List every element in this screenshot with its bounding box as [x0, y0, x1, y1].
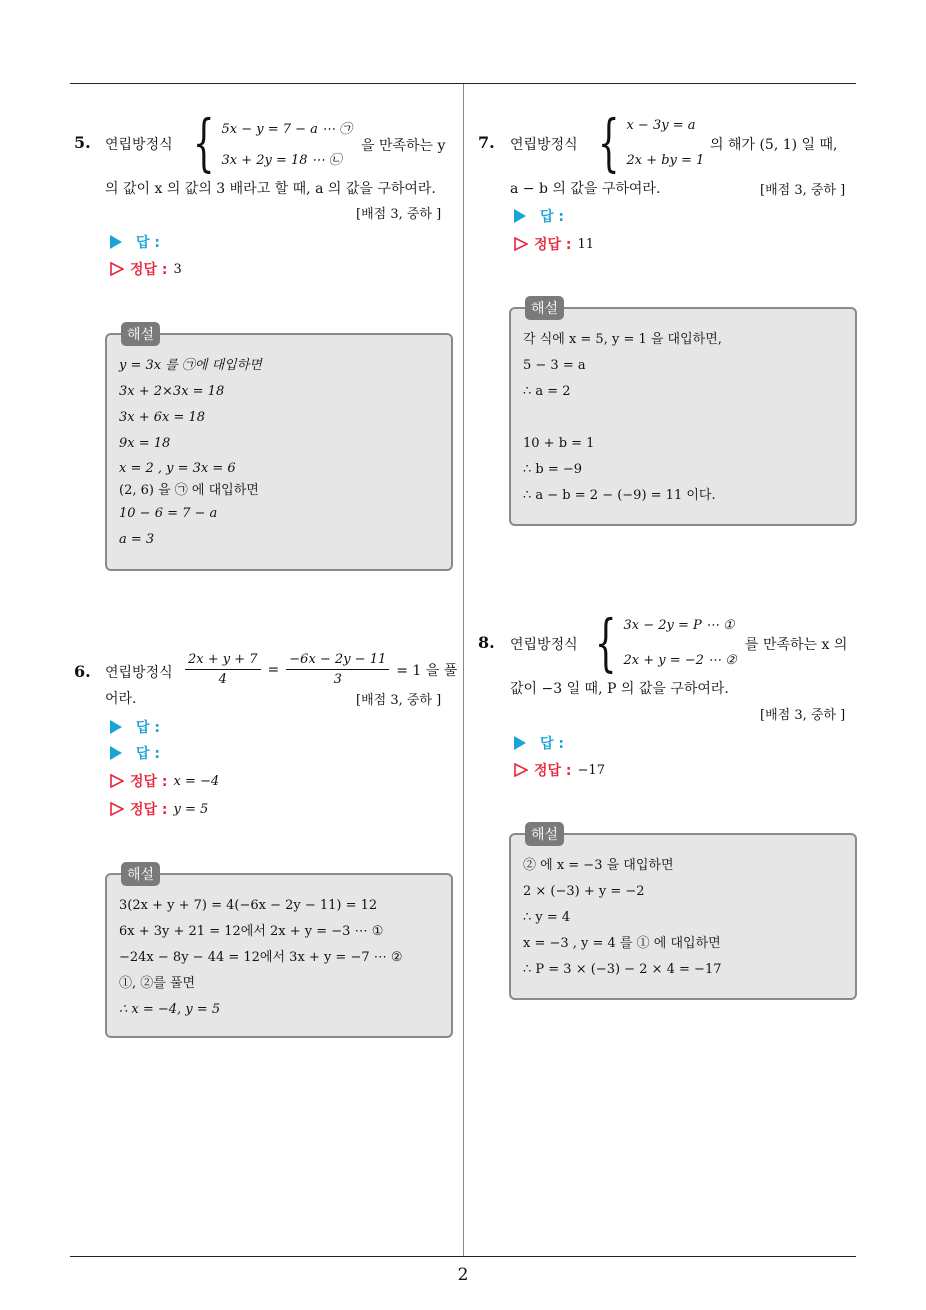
fraction-1-denominator: 4 — [218, 672, 227, 687]
correct-label: 정답 : — [534, 237, 572, 253]
answer-line — [110, 717, 160, 737]
explanation-line: (2, 6) 을 ㉠ 에 대입하면 — [119, 483, 259, 498]
answer-label: 답 : — [136, 720, 160, 736]
explanation-line: a = 3 — [119, 532, 155, 547]
outline-triangle-icon — [514, 237, 528, 251]
explanation-line: 10 − 6 = 7 − a — [119, 506, 218, 521]
explanation-box — [509, 827, 857, 1000]
question-text-line2: a − b 의 값을 구하여라. — [510, 181, 661, 197]
explanation-line: 3x + 6x = 18 — [119, 410, 206, 425]
fraction-2-denominator: 3 — [333, 672, 342, 687]
question-text: 를 만족하는 x 의 — [745, 637, 848, 653]
explanation-line: 6x + 3y + 21 = 12에서 2x + y = −3 ⋯ ① — [119, 924, 384, 939]
correct-label: 정답 : — [130, 262, 168, 278]
page-number: 2 — [457, 1265, 469, 1285]
correct-answer-line — [110, 259, 182, 279]
explanation-line: ∴ a − b = 2 − (−9) = 11 이다. — [523, 488, 716, 503]
equation-2: 2x + by = 1 — [626, 153, 705, 168]
answer-label: 답 : — [540, 736, 564, 752]
play-triangle-icon — [110, 720, 122, 734]
explanation-line: 3x + 2×3x = 18 — [119, 384, 225, 399]
explanation-line: ∴ x = −4, y = 5 — [119, 1002, 221, 1017]
question-lead: 연립방정식 — [105, 665, 173, 681]
explanation-line: 각 식에 x = 5, y = 1 을 대입하면, — [523, 332, 722, 347]
explanation-line: 10 + b = 1 — [523, 436, 595, 451]
outline-triangle-icon — [110, 802, 124, 816]
fraction-2 — [286, 652, 389, 687]
explanation-line: ①, ②를 풀면 — [119, 976, 196, 991]
equation-1: 3x − 2y = P ⋯ ① — [623, 618, 735, 633]
equation-system — [589, 106, 705, 179]
question-text: 을 만족하는 y — [361, 138, 446, 154]
explanation-box — [105, 327, 453, 571]
explanation-line: ∴ b = −9 — [523, 462, 583, 477]
equation-1: x − 3y = a — [626, 118, 696, 133]
correct-label: 정답 : — [130, 802, 168, 818]
equation-2: 3x + 2y = 18 ⋯ ㉡ — [221, 153, 342, 168]
correct-value: −17 — [577, 762, 605, 778]
score-label: [배점 3, 중하 ] — [356, 207, 442, 222]
outline-triangle-icon — [514, 763, 528, 777]
left-brace: { — [192, 106, 215, 179]
fraction-1-numerator: 2x + y + 7 — [185, 652, 261, 670]
equation-2: 2x + y = −2 ⋯ ② — [623, 653, 737, 668]
question-number: 5. — [74, 133, 91, 152]
explanation-line: 5 − 3 = a — [523, 358, 586, 373]
explanation-tag: 해설 — [121, 322, 160, 346]
explanation-line: 2 × (−3) + y = −2 — [523, 884, 645, 899]
correct-answer-line — [514, 760, 605, 780]
question-text-line2: 값이 −3 일 때, P 의 값을 구하여라. — [510, 681, 729, 697]
correct-answer-line — [110, 771, 219, 791]
fraction-equation — [182, 652, 457, 687]
correct-value: x = −4 — [173, 773, 220, 789]
answer-line — [110, 232, 160, 252]
explanation-tag: 해설 — [525, 822, 564, 846]
outline-triangle-icon — [110, 774, 124, 788]
explanation-line: ∴ y = 4 — [523, 910, 571, 925]
question-lead: 연립방정식 — [510, 137, 578, 153]
explanation-line: ∴ P = 3 × (−3) − 2 × 4 = −17 — [523, 962, 722, 977]
question-lead: 연립방정식 — [510, 637, 578, 653]
explanation-tag: 해설 — [525, 296, 564, 320]
question-lead: 연립방정식 — [105, 137, 173, 153]
explanation-line — [523, 405, 843, 431]
left-brace: { — [594, 606, 617, 679]
play-triangle-icon — [514, 209, 526, 223]
explanation-line: ② 에 x = −3 을 대입하면 — [523, 858, 674, 873]
fraction-2-numerator: −6x − 2y − 11 — [286, 652, 389, 670]
explanation-box — [509, 301, 857, 526]
explanation-line: −24x − 8y − 44 = 12에서 3x + y = −7 ⋯ ② — [119, 950, 403, 965]
outline-triangle-icon — [110, 262, 124, 276]
equation-1: 5x − y = 7 − a ⋯ ㉠ — [221, 122, 353, 137]
explanation-line: 9x = 18 — [119, 436, 171, 451]
score-label: [배점 3, 중하 ] — [760, 183, 846, 198]
correct-value: y = 5 — [173, 801, 209, 817]
correct-label: 정답 : — [130, 774, 168, 790]
explanation-line: x = −3 , y = 4 를 ① 에 대입하면 — [523, 936, 721, 951]
play-triangle-icon — [514, 736, 526, 750]
explanation-box — [105, 867, 453, 1038]
left-brace: { — [597, 106, 620, 179]
question-number: 6. — [74, 662, 91, 681]
correct-value: 11 — [577, 236, 595, 252]
explanation-line: x = 2 , y = 3x = 6 — [119, 461, 236, 476]
question-text: = 1 을 풀 — [396, 662, 458, 679]
score-label: [배점 3, 중하 ] — [760, 708, 846, 723]
explanation-line: ∴ a = 2 — [523, 384, 571, 399]
answer-line — [514, 206, 564, 226]
play-triangle-icon — [110, 746, 122, 760]
equation-system — [586, 606, 737, 679]
equation-system — [184, 106, 353, 179]
answer-line — [514, 733, 564, 753]
answer-label: 답 : — [136, 746, 160, 762]
question-text-line2: 의 값이 x 의 값의 3 배라고 할 때, a 의 값을 구하여라. — [105, 181, 436, 197]
fraction-1 — [185, 652, 261, 687]
answer-label: 답 : — [540, 209, 564, 225]
score-label: [배점 3, 중하 ] — [356, 693, 442, 708]
correct-value: 3 — [173, 261, 182, 277]
question-text: 의 해가 (5, 1) 일 때, — [710, 137, 838, 153]
column-divider — [463, 84, 464, 1257]
answer-line — [110, 743, 160, 763]
explanation-tag: 해설 — [121, 862, 160, 886]
question-number: 7. — [478, 133, 495, 152]
bottom-rule — [70, 1256, 856, 1257]
correct-answer-line — [110, 799, 208, 819]
explanation-line: y = 3x 를 ㉠에 대입하면 — [119, 358, 262, 373]
correct-label: 정답 : — [534, 763, 572, 779]
answer-label: 답 : — [136, 235, 160, 251]
equals-sign: = — [267, 661, 280, 678]
play-triangle-icon — [110, 235, 122, 249]
correct-answer-line — [514, 234, 594, 254]
explanation-line: 3(2x + y + 7) = 4(−6x − 2y − 11) = 12 — [119, 898, 378, 913]
question-text-line2: 어라. — [105, 691, 137, 707]
question-number: 8. — [478, 633, 495, 652]
